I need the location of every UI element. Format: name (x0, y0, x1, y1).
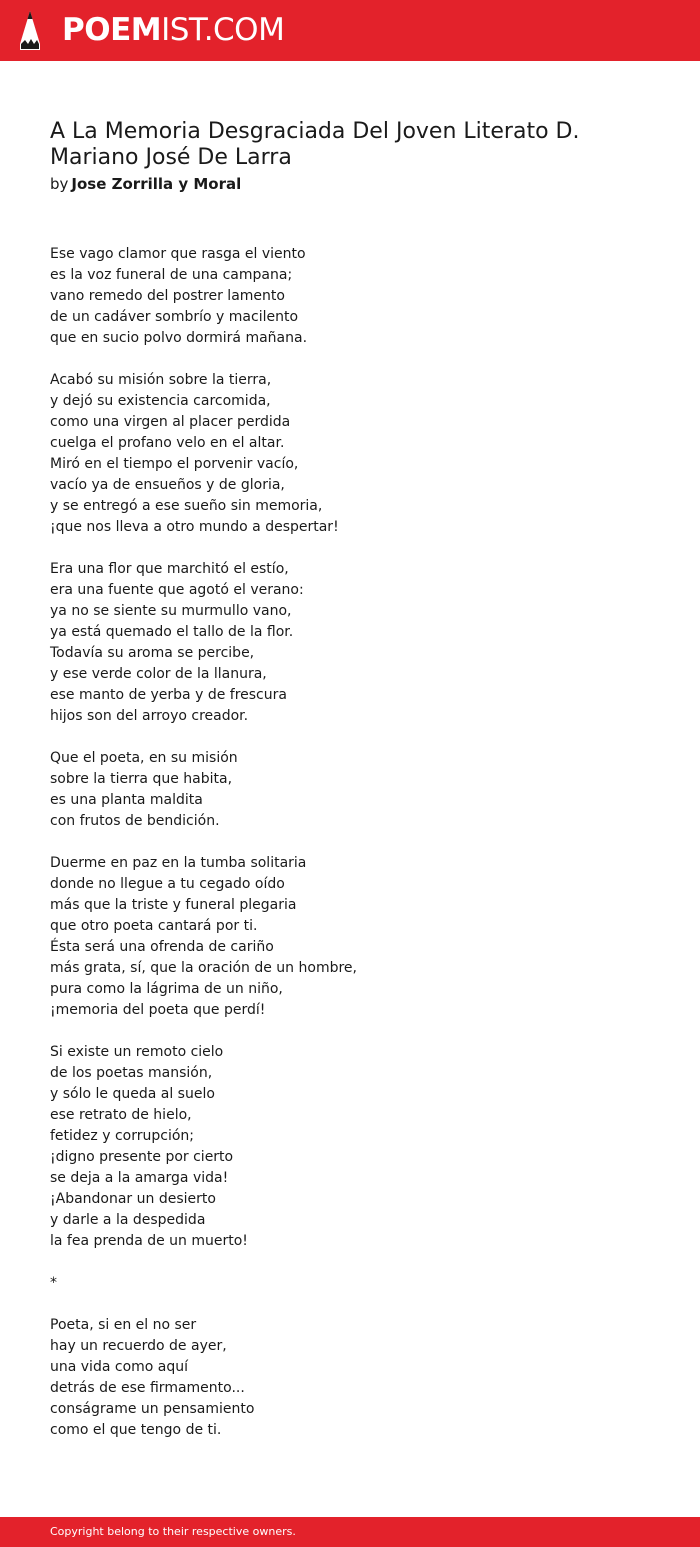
poem-line: donde no llegue a tu cegado oído (50, 876, 285, 892)
poem-line: Que el poeta, en su misión (50, 750, 238, 766)
poem-line: de un cadáver sombrío y macilento (50, 309, 299, 325)
logo-brand-light: IST.COM (161, 12, 285, 48)
stanza-break (50, 832, 650, 853)
poem-line: ya está quemado el tallo de la flor. (50, 624, 294, 640)
poem-line: fetidez y corrupción; (50, 1128, 194, 1144)
stanza-break (50, 349, 650, 370)
poem-line: hijos son del arroyo creador. (50, 708, 249, 724)
poem-line: como el que tengo de ti. (50, 1422, 222, 1438)
poem-line: Todavía su aroma se percibe, (50, 645, 255, 661)
poem-line: Miró en el tiempo el porvenir vacío, (50, 456, 299, 472)
poem-line: Poeta, si en el no ser (50, 1317, 197, 1333)
site-footer (0, 1517, 700, 1547)
by-label: by (50, 175, 69, 193)
poem-line: * (50, 1275, 57, 1291)
poem-line: conságrame un pensamiento (50, 1401, 255, 1417)
poem-line: pura como la lágrima de un niño, (50, 981, 283, 997)
stanza-break (50, 1021, 650, 1042)
poem-line: la fea prenda de un muerto! (50, 1233, 248, 1249)
stanza-break (50, 1294, 650, 1315)
site-header (0, 0, 700, 61)
stanza-break (50, 727, 650, 748)
poem-line: detrás de ese firmamento... (50, 1380, 245, 1396)
poem-line: más grata, sí, que la oración de un hombre, (50, 960, 357, 976)
poem-line: se deja a la amarga vida! (50, 1170, 229, 1186)
poem-line: sobre la tierra que habita, (50, 771, 233, 787)
poem-line: Si existe un remoto cielo (50, 1044, 224, 1060)
poem-line: Ésta será una ofrenda de cariño (50, 939, 274, 955)
poem-line: ese retrato de hielo, (50, 1107, 192, 1123)
byline (50, 174, 241, 194)
poem-line: y dejó su existencia carcomida, (50, 393, 271, 409)
poem-line: como una virgen al placer perdida (50, 414, 291, 430)
poem-line: con frutos de bendición. (50, 813, 220, 829)
poem-line: de los poetas mansión, (50, 1065, 213, 1081)
site-logo[interactable] (62, 11, 284, 49)
poem-line: ese manto de yerba y de frescura (50, 687, 287, 703)
copyright-notice: Copyright belong to their respective owners. (50, 1525, 296, 1538)
poem-line: y se entregó a ese sueño sin memoria, (50, 498, 323, 514)
poem-line: Acabó su misión sobre la tierra, (50, 372, 272, 388)
stanza-break (50, 538, 650, 559)
poem-line: y ese verde color de la llanura, (50, 666, 267, 682)
pen-nib-icon[interactable] (18, 10, 42, 52)
poem-line: es una planta maldita (50, 792, 203, 808)
poem-line: que otro poeta cantará por ti. (50, 918, 258, 934)
poem-line: era una fuente que agotó el verano: (50, 582, 304, 598)
poem-line: Era una flor que marchitó el estío, (50, 561, 289, 577)
poem-line: cuelga el profano velo en el altar. (50, 435, 285, 451)
poem-line: que en sucio polvo dormirá mañana. (50, 330, 308, 346)
poem-line: Duerme en paz en la tumba solitaria (50, 855, 307, 871)
poem-line: Ese vago clamor que rasga el viento (50, 246, 306, 262)
author-name: Jose Zorrilla y Moral (71, 175, 242, 193)
poem-body (50, 244, 650, 1441)
poem-title: A La Memoria Desgraciada Del Joven Literato D. Mariano José De Larra (50, 119, 580, 170)
poem-line: ya no se siente su murmullo vano, (50, 603, 292, 619)
poem-line: una vida como aquí (50, 1359, 189, 1375)
poem-line: ¡digno presente por cierto (50, 1149, 234, 1165)
poem-line: vacío ya de ensueños y de gloria, (50, 477, 285, 493)
poem-line: ¡memoria del poeta que perdí! (50, 1002, 266, 1018)
stanza-break (50, 1252, 650, 1273)
poem-line: ¡que nos lleva a otro mundo a despertar! (50, 519, 339, 535)
poem-line: es la voz funeral de una campana; (50, 267, 293, 283)
poem-line: y sólo le queda al suelo (50, 1086, 215, 1102)
logo-brand-bold: POEM (62, 12, 162, 48)
poem-line: hay un recuerdo de ayer, (50, 1338, 227, 1354)
poem-line: más que la triste y funeral plegaria (50, 897, 297, 913)
poem-line: y darle a la despedida (50, 1212, 206, 1228)
poem-line: ¡Abandonar un desierto (50, 1191, 216, 1207)
poem-line: vano remedo del postrer lamento (50, 288, 285, 304)
